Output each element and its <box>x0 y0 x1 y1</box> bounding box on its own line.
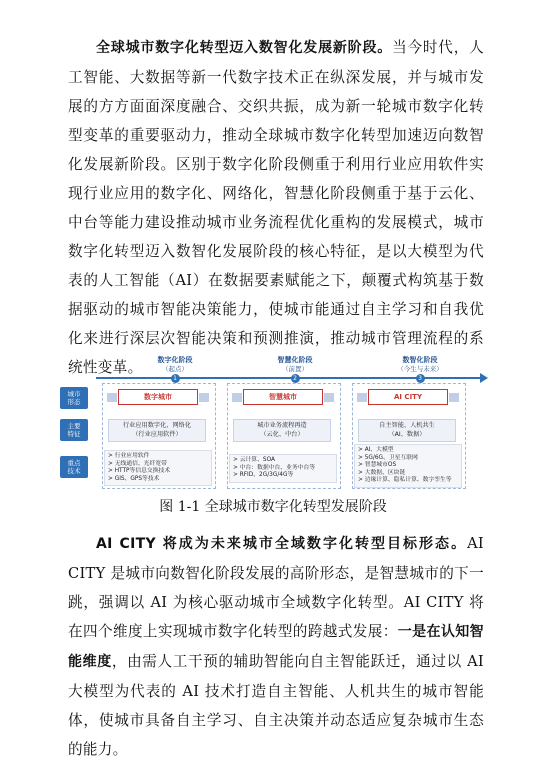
stage-sub: （今生与未来） <box>397 365 443 373</box>
timeline-arrow-icon <box>480 373 488 383</box>
stage-title: 数智化阶段 <box>402 356 438 364</box>
intro-text: 当今时代，人工智能、大数据等新一代数字技术正在纵深发展，并与城市发展的方方面面深度融合、交织共振，成为新一轮城市数字化转型变革的重要驱动力，推动全球城市数字化转型加速迈向数智化发展新阶段。区别于数字化阶段侧重于利用行业应用软件实现行业应用的数字化、网络化，智慧化阶段侧重于基于云化、中台等能力建设推动城市业务流程优化重构的发展模式，城市数字化转型迈入数智化发展阶段的核心特征，是以大模型为代表的人工智能（AI）在数据要素赋能之下，颠覆式构筑基于数据驱动的城市智能决策能力，使城市能通过自主学习和自我优化来进行深层次智能决策和预测推演，推动城市管理流程的系统性变革。 <box>68 39 484 376</box>
tech-list: > AI、大模型 > 5G/6G、卫星互联网 > 智慧城市OS > 大数据、区块链 > 边缘计算、隐私计算、数字孪生等 <box>354 444 462 488</box>
stage-number-badge: 1 <box>171 374 180 383</box>
ai-city-text-1: AI CITY 是城市向数智化阶段发展的高阶形态，是智慧城市的下一跳，强调以 AI 为核心驱动城市全域数字化转型。AI CITY 将在四个维度上实现城市数字化转型的跨越式发展： <box>68 535 484 640</box>
row-label-form: 城市 形态 <box>60 387 88 409</box>
city-form-banner: 智慧城市 <box>243 389 323 405</box>
row-label-tech: 重点 技术 <box>60 456 88 478</box>
intro-bold-lead: 全球城市数字化转型迈入数智化发展新阶段。 <box>96 40 393 56</box>
ai-city-paragraph <box>68 529 484 764</box>
stage-title: 数字化阶段 <box>157 356 193 364</box>
ai-city-bold-mid: 一是在认知智能维度 <box>68 624 484 670</box>
stage-header-3 <box>365 356 475 383</box>
stage-figure <box>60 356 490 491</box>
stage-sub: （起点） <box>162 365 188 373</box>
feature-box: 城市业务流程再造 （云化、中台） <box>233 419 331 442</box>
figure-caption: 图 1-1 全球城市数字化转型发展阶段 <box>159 499 387 515</box>
ai-city-bold-lead: AI CITY 将成为未来城市全域数字化转型目标形态。 <box>96 536 468 552</box>
stage-header-2 <box>240 356 350 383</box>
stage-title: 智慧化阶段 <box>277 356 313 364</box>
feature-box: 行业应用数字化、网络化 （行业应用软件） <box>108 419 206 442</box>
feature-box: 自主智能、人机共生 （AI、数据） <box>358 419 456 442</box>
stage-sub: （前置） <box>282 365 308 373</box>
city-form-banner: 数字城市 <box>118 389 198 405</box>
stage-number-badge: 2 <box>291 374 300 383</box>
stage-header-1 <box>120 356 230 383</box>
tech-list: > 云计算、SOA > 中台：数据中台、业务中台等 > RFID、2G/3G/4G等 <box>229 454 337 483</box>
ai-city-text-2: ，由需人工干预的辅助智能向自主智能跃迁，通过以 AI 大模型为代表的 AI 技术打造自主智能、人机共生的城市智能体，使城市具备自主学习、自主决策并动态适应复杂城市生态的能力。 <box>68 653 484 758</box>
intro-paragraph <box>68 33 484 382</box>
tech-list: > 行业应用软件 > 无线通信、光纤宽带 > HTTP等信息交换技术 > GIS、GPS等技术 <box>104 450 212 486</box>
row-label-feature: 主要 特征 <box>60 419 88 441</box>
stage-number-badge: 3 <box>416 374 425 383</box>
city-form-banner: AI CITY <box>368 389 448 405</box>
